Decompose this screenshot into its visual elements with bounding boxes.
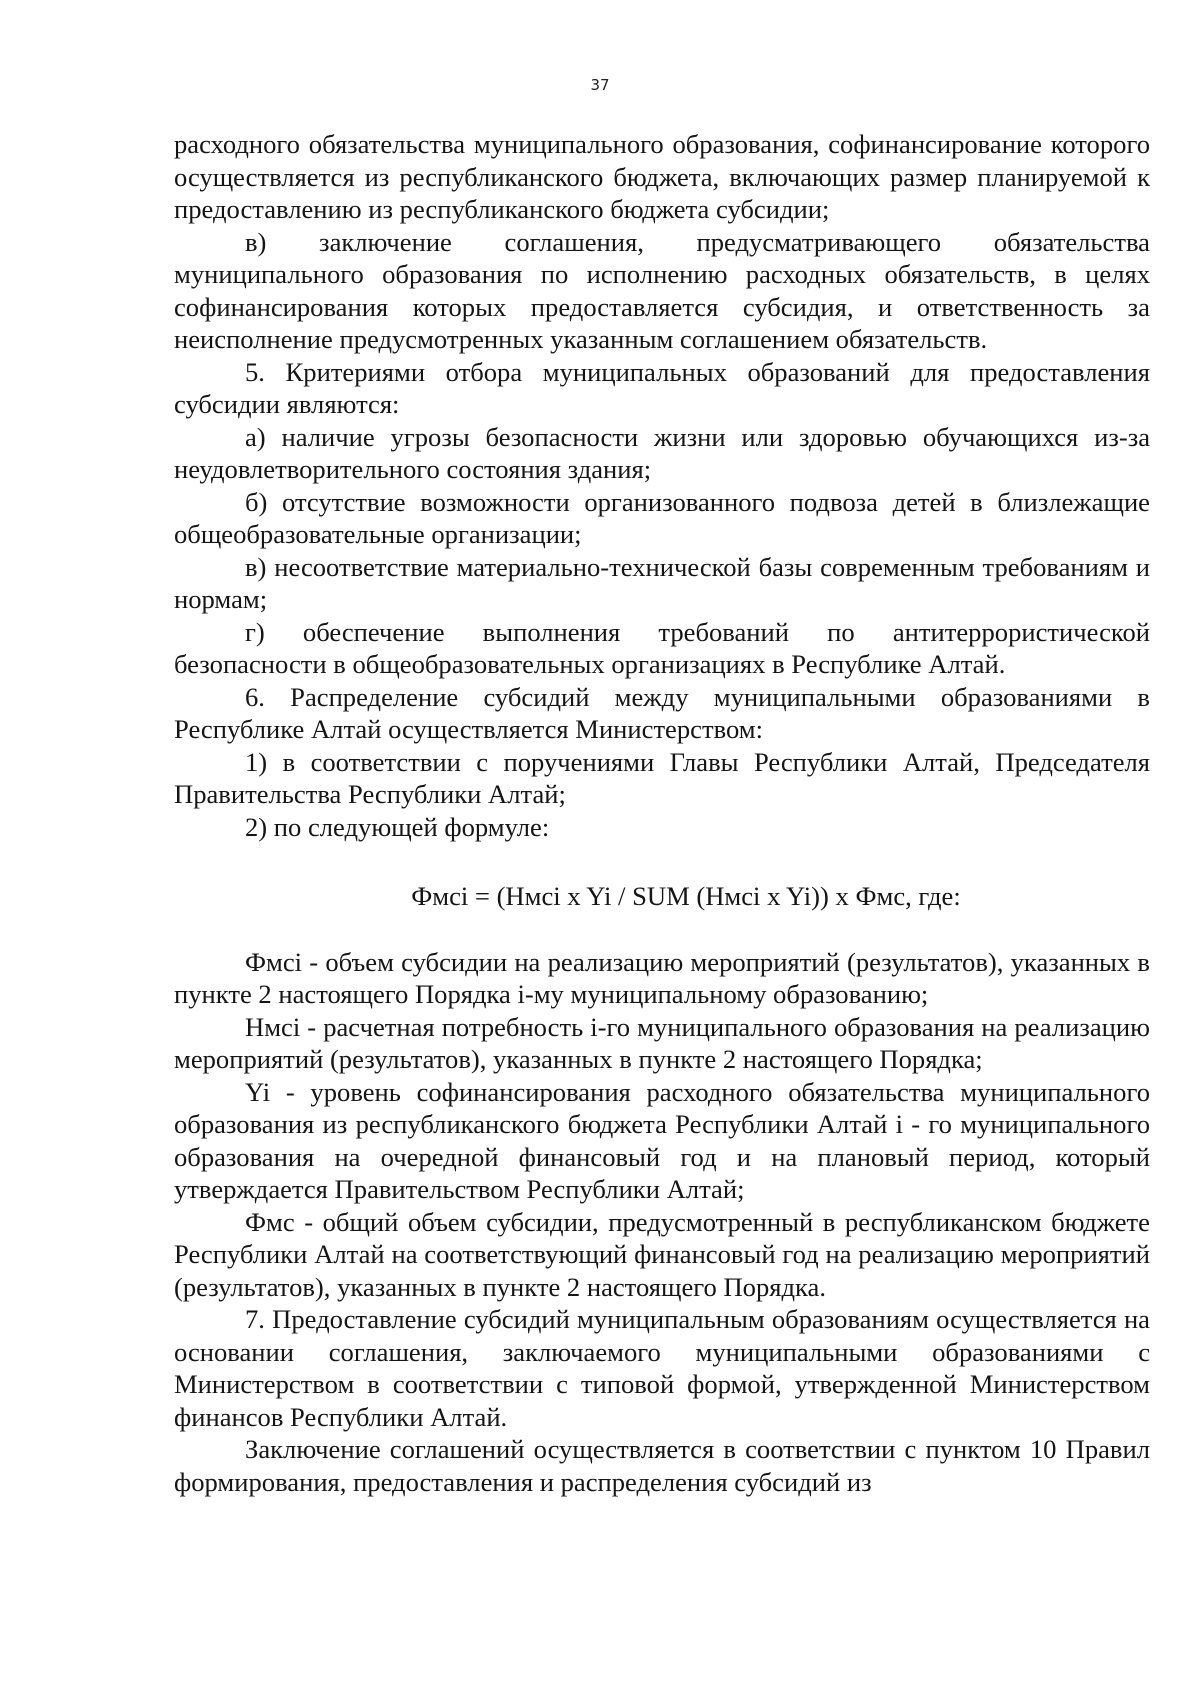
- paragraph-def-yi: Yi - уровень софинансирования расходного обязательства муниципального образования из республиканского бюджета Республики Алтай i - го муниципального образования на очередной финансовый год и на плановый период, который утверждается Правительством Республики Алтай;: [174, 1076, 1150, 1204]
- paragraph-item-7: 7. Предоставление субсидий муниципальным образованиям осуществляется на основании соглашения, заключаемого муниципальными образованиями с Министерством в соответствии с типовой формой, утвержденной Министерством финансов Республики Алтай.: [174, 1304, 1150, 1432]
- paragraph-def-fmsi: Фмсi - объем субсидии на реализацию мероприятий (результатов), указанных в пункте 2 настоящего Порядка i-му муниципальному образованию;: [174, 946, 1150, 1009]
- page-number: 37: [590, 76, 610, 94]
- paragraph-distribution-2: 2) по следующей формуле:: [245, 811, 550, 842]
- paragraph-def-nmsi: Нмсi - расчетная потребность i-го муниципального образования на реализацию мероприятий (результатов), указанных в пункте 2 настоящего Порядка;: [174, 1011, 1150, 1074]
- paragraph-criterion-b: б) отсутствие возможности организованного подвоза детей в близлежащие общеобразовательные организации;: [174, 486, 1150, 549]
- paragraph-criterion-v: в) несоответствие материально-технической базы современным требованиям и нормам;: [174, 551, 1150, 614]
- formula: Фмсi = (Нмсi x Yi / SUM (Нмсi x Yi)) x Фмс, где:: [411, 881, 961, 911]
- paragraph-distribution-1: 1) в соответствии с поручениями Главы Республики Алтай, Председателя Правительства Республики Алтай;: [174, 746, 1150, 809]
- paragraph-distribution: 6. Распределение субсидий между муниципальными образованиями в Республике Алтай осуществляется Министерством:: [174, 681, 1150, 744]
- paragraph-agreements: Заключение соглашений осуществляется в соответствии с пунктом 10 Правил формирования, предоставления и распределения субсидий из: [174, 1434, 1150, 1497]
- paragraph-criterion-g: г) обеспечение выполнения требований по антитеррористической безопасности в общеобразовательных организациях в Республике Алтай.: [174, 616, 1150, 679]
- paragraph-item-v-agreement: в) заключение соглашения, предусматривающего обязательства муниципального образования по исполнению расходных обязательств, в целях софинансирования которых предоставляется субсидия, и ответственность за неисполнение предусмотренных указанным соглашением обязательств.: [174, 226, 1150, 354]
- paragraph-criteria-heading: 5. Критериями отбора муниципальных образований для предоставления субсидии являются:: [174, 356, 1150, 419]
- paragraph-def-fms: Фмс - общий объем субсидии, предусмотренный в республиканском бюджете Республики Алтай на соответствующий финансовый год на реализацию мероприятий (результатов), указанных в пункте 2 настоящего Порядка.: [174, 1206, 1150, 1302]
- document-body: [174, 128, 1150, 1498]
- paragraph-criterion-a: а) наличие угрозы безопасности жизни или здоровью обучающихся из-за неудовлетворительного состояния здания;: [174, 421, 1150, 484]
- paragraph-continuation: расходного обязательства муниципального образования, софинансирование которого осуществляется из республиканского бюджета, включающих размер планируемой к предоставлению из республиканского бюджета субсидии;: [174, 129, 1150, 224]
